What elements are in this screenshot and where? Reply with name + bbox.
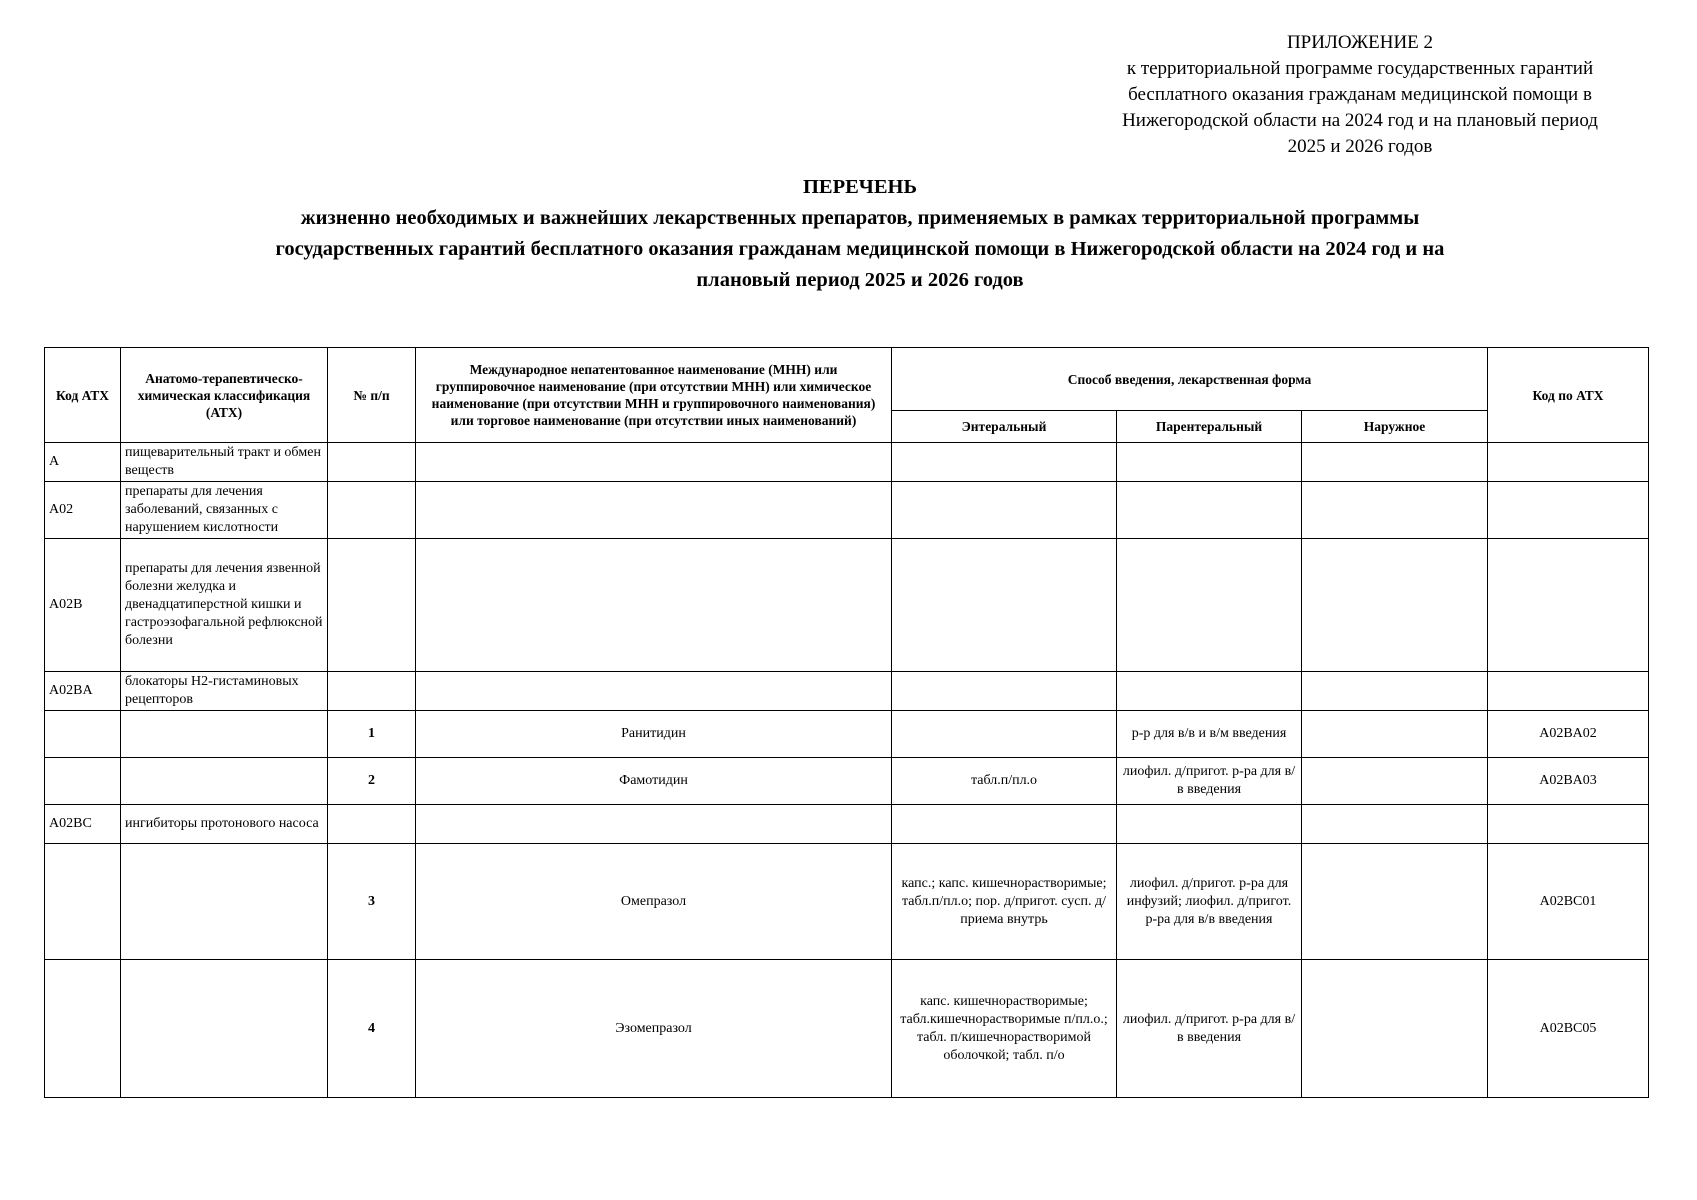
row-external [1302, 443, 1488, 482]
title-heading: ПЕРЕЧЕНЬ [802, 176, 918, 198]
row-external [1302, 805, 1488, 844]
row-num [328, 805, 416, 844]
row-classification: ингибиторы протонового насоса [121, 805, 328, 844]
header-code-atx: Код АТХ [45, 348, 121, 443]
row-code: A02 [45, 482, 121, 539]
title-line: государственных гарантий бесплатного оказания гражданам медицинской помощи в Нижегородской области на 2024 год и на [275, 238, 1445, 260]
row-num: 3 [328, 844, 416, 960]
row-classification [121, 844, 328, 960]
row-num: 1 [328, 711, 416, 758]
table-row [45, 805, 1649, 844]
row-name [416, 539, 892, 672]
row-classification [121, 758, 328, 805]
row-classification [121, 711, 328, 758]
row-num: 4 [328, 960, 416, 1098]
row-atx-code [1488, 443, 1649, 482]
row-name: Ранитидин [416, 711, 892, 758]
row-classification [121, 960, 328, 1098]
row-enteral [892, 805, 1117, 844]
row-enteral [892, 672, 1117, 711]
header-name: Международное непатентованное наименование (МНН) или группировочное наименование (при отсутствии МНН) или химическое наименование (при отсутствии МНН и группировочного наименования) или торговое наименование (при отсутствии иных наименований) [416, 348, 892, 443]
row-code [45, 758, 121, 805]
row-atx-code: A02BA02 [1488, 711, 1649, 758]
row-parenteral [1117, 443, 1302, 482]
row-external [1302, 539, 1488, 672]
row-code: A02BC [45, 805, 121, 844]
row-name [416, 805, 892, 844]
row-name [416, 482, 892, 539]
table-row [45, 711, 1649, 758]
row-parenteral: лиофил. д/пригот. р-ра для в/в введения [1117, 758, 1302, 805]
row-classification: блокаторы H2-гистаминовых рецепторов [121, 672, 328, 711]
row-atx-code [1488, 672, 1649, 711]
table-row [45, 482, 1649, 539]
row-atx-code [1488, 805, 1649, 844]
row-parenteral: лиофил. д/пригот. р-ра для в/в введения [1117, 960, 1302, 1098]
header-classification: Анатомо-терапевтическо-химическая классификация (АТХ) [121, 348, 328, 443]
row-enteral [892, 539, 1117, 672]
table-row [45, 443, 1649, 482]
header-atx-code: Код по АТХ [1488, 348, 1649, 443]
appendix-line: Нижегородской области на 2024 год и на плановый период [1122, 110, 1598, 131]
row-external [1302, 844, 1488, 960]
title-line: жизненно необходимых и важнейших лекарственных препаратов, применяемых в рамках территориальной программы [300, 207, 1420, 229]
row-external [1302, 672, 1488, 711]
header-external: Наружное [1302, 411, 1488, 443]
row-atx-code: A02BC01 [1488, 844, 1649, 960]
table-row [45, 844, 1649, 960]
row-num [328, 539, 416, 672]
row-external [1302, 960, 1488, 1098]
table-body [45, 443, 1649, 1098]
row-name [416, 443, 892, 482]
row-parenteral [1117, 539, 1302, 672]
row-enteral [892, 443, 1117, 482]
header-num: № п/п [328, 348, 416, 443]
row-parenteral [1117, 482, 1302, 539]
row-external [1302, 758, 1488, 805]
row-code: A02BA [45, 672, 121, 711]
row-code [45, 844, 121, 960]
table-row [45, 672, 1649, 711]
row-num [328, 482, 416, 539]
row-parenteral [1117, 805, 1302, 844]
appendix-line: 2025 и 2026 годов [1287, 136, 1433, 157]
row-external [1302, 711, 1488, 758]
table-row [45, 539, 1649, 672]
row-code [45, 711, 121, 758]
header-parenteral: Парентеральный [1117, 411, 1302, 443]
row-enteral: капс.; капс. кишечнорастворимые; табл.п/пл.о; пор. д/пригот. сусп. д/приема внутрь [892, 844, 1117, 960]
appendix-header [1060, 30, 1660, 160]
row-code: A [45, 443, 121, 482]
appendix-title: ПРИЛОЖЕНИЕ 2 [1286, 32, 1434, 53]
row-name: Фамотидин [416, 758, 892, 805]
drug-list-table [44, 347, 1649, 1098]
table-row [45, 758, 1649, 805]
title-line: плановый период 2025 и 2026 годов [696, 269, 1024, 291]
table-row [45, 960, 1649, 1098]
row-name [416, 672, 892, 711]
row-code: A02B [45, 539, 121, 672]
row-external [1302, 482, 1488, 539]
appendix-line: бесплатного оказания гражданам медицинской помощи в [1128, 84, 1592, 105]
row-atx-code [1488, 482, 1649, 539]
row-atx-code [1488, 539, 1649, 672]
appendix-line: к территориальной программе государственных гарантий [1126, 58, 1594, 79]
row-name: Эзомепразол [416, 960, 892, 1098]
row-parenteral: лиофил. д/пригот. р-ра для инфузий; лиофил. д/пригот. р-ра для в/в введения [1117, 844, 1302, 960]
row-parenteral: р-р для в/в и в/м введения [1117, 711, 1302, 758]
row-enteral [892, 711, 1117, 758]
row-atx-code: A02BA03 [1488, 758, 1649, 805]
row-num [328, 443, 416, 482]
row-classification: препараты для лечения язвенной болезни желудка и двенадцатиперстной кишки и гастроэзофагальной рефлюксной болезни [121, 539, 328, 672]
row-code [45, 960, 121, 1098]
row-atx-code: A02BC05 [1488, 960, 1649, 1098]
row-enteral [892, 482, 1117, 539]
row-parenteral [1117, 672, 1302, 711]
header-route: Способ введения, лекарственная форма [892, 348, 1488, 411]
row-name: Омепразол [416, 844, 892, 960]
document-title [60, 172, 1660, 296]
row-num [328, 672, 416, 711]
row-num: 2 [328, 758, 416, 805]
row-enteral: капс. кишечнорастворимые; табл.кишечнорастворимые п/пл.о.; табл. п/кишечнорастворимой оболочкой; табл. п/о [892, 960, 1117, 1098]
header-enteral: Энтеральный [892, 411, 1117, 443]
row-classification: препараты для лечения заболеваний, связанных с нарушением кислотности [121, 482, 328, 539]
row-classification: пищеварительный тракт и обмен веществ [121, 443, 328, 482]
row-enteral: табл.п/пл.о [892, 758, 1117, 805]
